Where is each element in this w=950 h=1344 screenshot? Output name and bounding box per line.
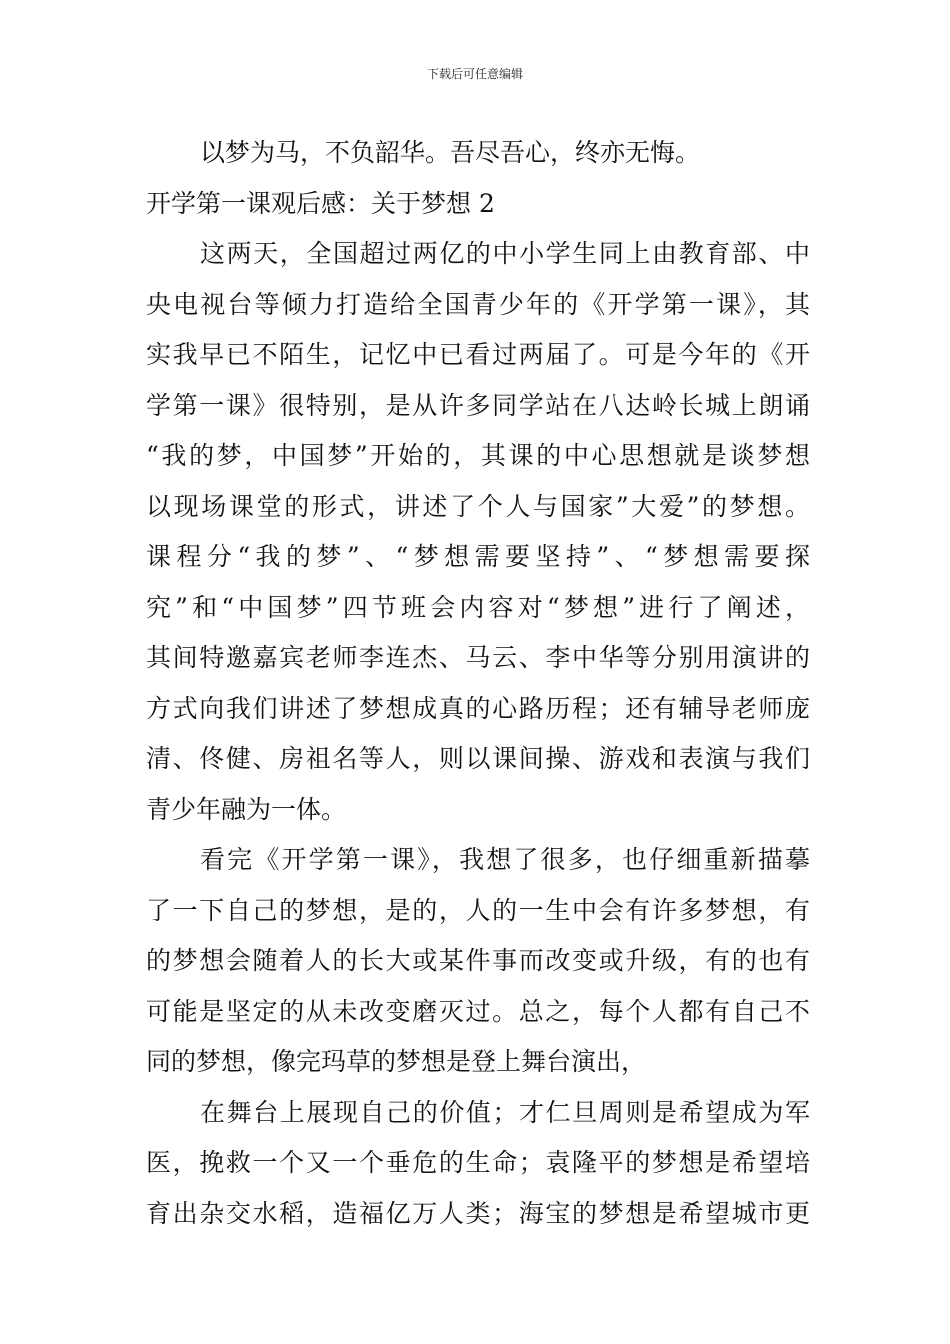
text-line: 央电视台等倾力打造给全国青少年的《开学第一课》，其 — [146, 289, 810, 319]
text-line: 医，挽救一个又一个垂危的生命；袁隆平的梦想是希望培 — [146, 1148, 810, 1177]
text-line: 开学第一课观后感：关于梦想 2 — [146, 188, 495, 218]
text-line: “我的梦，中国梦”开始的，其课的中心思想就是谈梦想 — [146, 441, 810, 470]
text-line: 青少年融为一体。 — [146, 794, 347, 824]
text-line: 在舞台上展现自己的价值；才仁旦周则是希望成为军 — [200, 1097, 810, 1127]
text-line: 看完《开学第一课》，我想了很多，也仔细重新描摹 — [200, 845, 810, 874]
text-line: 这两天，全国超过两亿的中小学生同上由教育部、中 — [200, 239, 810, 268]
text-line: 了一下自己的梦想，是的，人的一生中会有许多梦想，有 — [146, 895, 810, 925]
document-body — [146, 128, 810, 1239]
text-line: 究”和“中国梦”四节班会内容对“梦想”进行了阐述， — [146, 592, 810, 622]
text-line: 其间特邀嘉宾老师李连杰、马云、李中华等分别用演讲的 — [146, 643, 810, 672]
text-line: 清、佟健、房祖名等人，则以课间操、游戏和表演与我们 — [146, 744, 810, 773]
text-line: 同的梦想，像完玛草的梦想是登上舞台演出， — [146, 1047, 647, 1076]
text-line: 方式向我们讲述了梦想成真的心路历程；还有辅导老师庞 — [146, 693, 810, 723]
text-line: 学第一课》很特别，是从许多同学站在八达岭长城上朗诵 — [146, 390, 810, 420]
text-line: 育出杂交水稻，造福亿万人类；海宝的梦想是希望城市更 — [146, 1198, 810, 1228]
text-line: 可能是坚定的从未改变磨灭过。总之，每个人都有自己不 — [146, 996, 810, 1026]
text-line: 实我早已不陌生，记忆中已看过两届了。可是今年的《开 — [146, 340, 810, 369]
text-line: 以梦为马，不负韶华。吾尽吾心，终亦无悔。 — [200, 138, 701, 167]
text-line: 课程分“我的梦”、“梦想需要坚持”、“梦想需要探 — [146, 542, 810, 571]
text-line: 以现场课堂的形式，讲述了个人与国家”大爱”的梦想。 — [146, 491, 810, 521]
page-header: 下载后可任意编辑 — [426, 67, 523, 81]
text-line: 的梦想会随着人的长大或某件事而改变或升级，有的也有 — [146, 946, 810, 975]
